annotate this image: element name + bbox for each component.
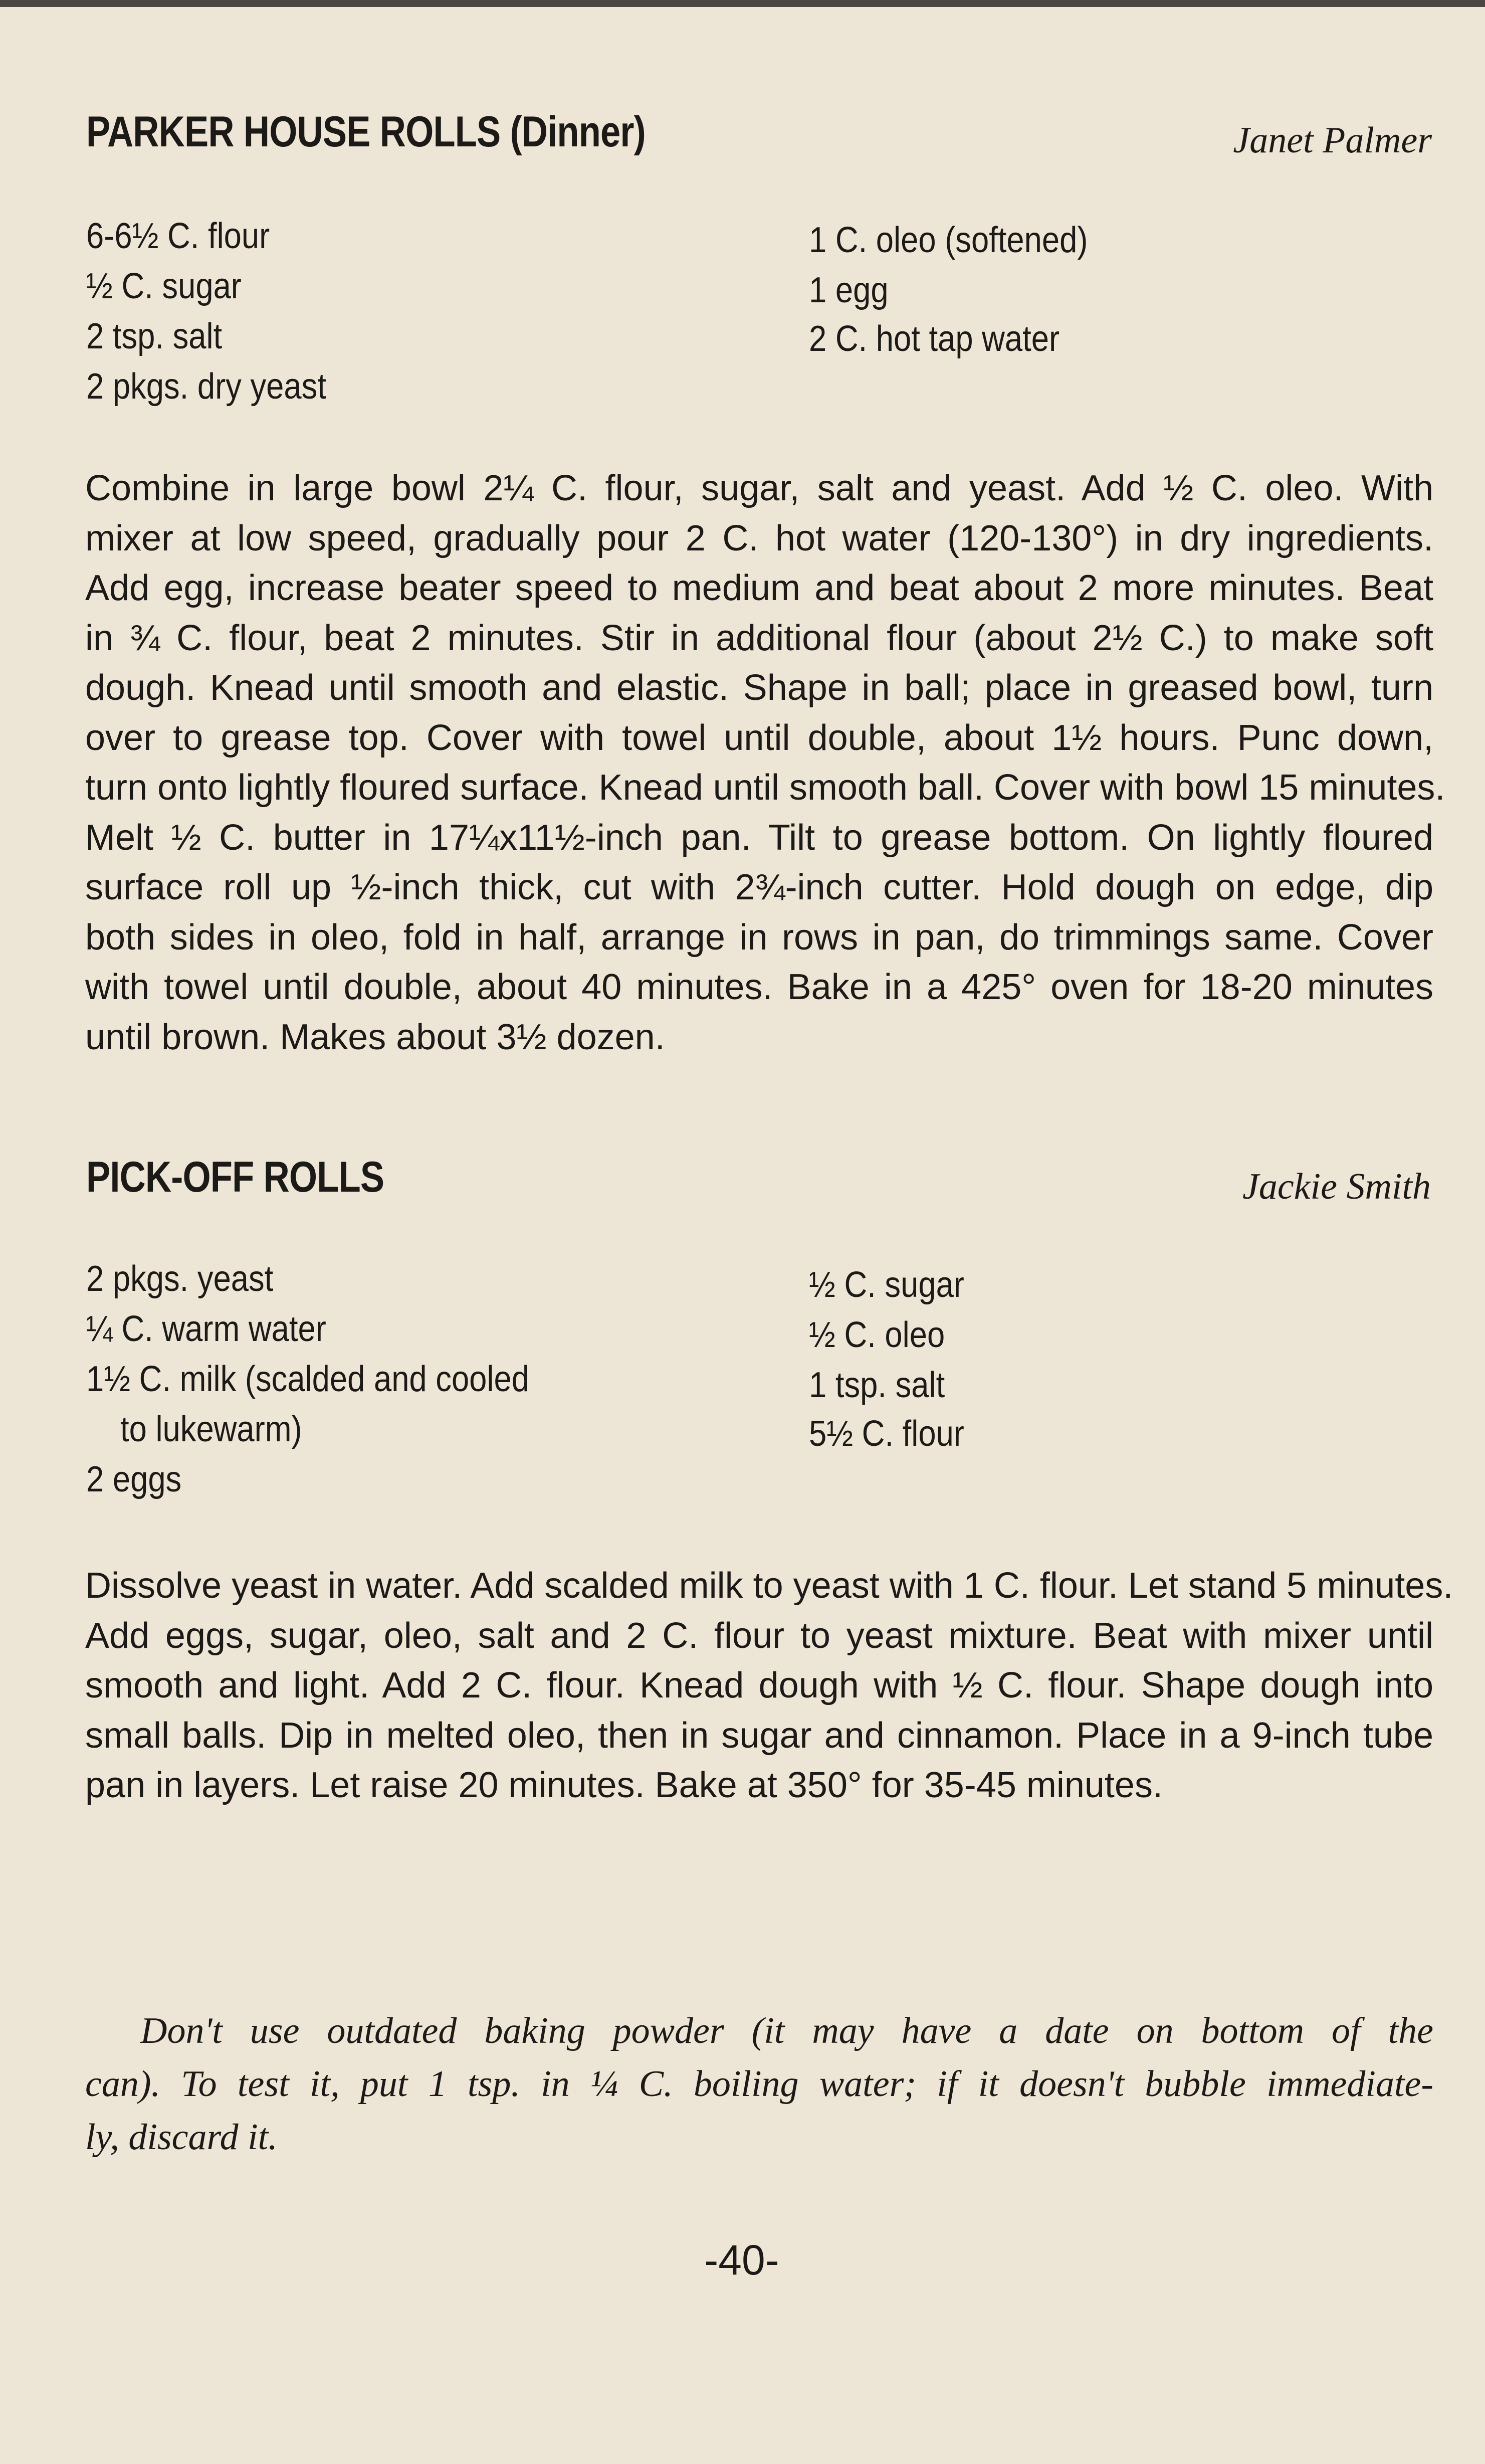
ingredient-item: 5½ C. flour: [809, 1414, 964, 1454]
instruction-line: dough. Knead until smooth and elastic. Shape in ball; place in greased bowl, turn: [85, 668, 1433, 708]
ingredient-item: 2 pkgs. yeast: [86, 1259, 274, 1299]
ingredient-item: 1 tsp. salt: [809, 1365, 945, 1405]
instruction-line: mixer at low speed, gradually pour 2 C. hot water (120-130°) in dry ingredients.: [85, 518, 1433, 558]
instruction-line: turn onto lightly floured surface. Knead until smooth ball. Cover with bowl 15 minutes.: [85, 768, 1445, 808]
instruction-line: Combine in large bowl 2¼ C. flour, sugar, salt and yeast. Add ½ C. oleo. With: [85, 468, 1433, 508]
ingredient-item: ½ C. sugar: [809, 1265, 964, 1305]
tip-line: Don't use outdated baking powder (it may have a date on bottom of the: [140, 2010, 1433, 2051]
ingredient-item: 2 pkgs. dry yeast: [86, 366, 326, 407]
tip-line: ly, discard it.: [85, 2117, 278, 2158]
recipe-instructions: [85, 1561, 1453, 1811]
recipe-author-jackie-smith: Jackie Smith: [1242, 1166, 1431, 1207]
ingredient-item: 1½ C. milk (scalded and cooled: [86, 1359, 529, 1399]
ingredient-item: ½ C. sugar: [86, 266, 242, 306]
recipe-title-pick-off-rolls: PICK-OFF ROLLS: [86, 1153, 384, 1201]
recipe-instructions: [85, 464, 1445, 1062]
ingredient-item: 6-6½ C. flour: [86, 216, 270, 256]
ingredient-item: to lukewarm): [120, 1409, 302, 1449]
instruction-line: Melt ½ C. butter in 17¼x11½-inch pan. Tilt to grease bottom. On lightly floured: [85, 817, 1433, 858]
baking-tip: [85, 2004, 1433, 2164]
instruction-line: in ¾ C. flour, beat 2 minutes. Stir in additional flour (about 2½ C.) to make soft: [85, 618, 1433, 658]
ingredient-item: ¼ C. warm water: [86, 1309, 326, 1349]
ingredient-item: 1 egg: [809, 270, 889, 310]
instruction-line: until brown. Makes about 3½ dozen.: [85, 1017, 665, 1057]
instruction-line: over to grease top. Cover with towel until double, about 1½ hours. Punc down,: [85, 717, 1433, 758]
ingredient-item: 2 C. hot tap water: [809, 319, 1060, 359]
top-edge-rule: [0, 0, 1485, 7]
instruction-line: small balls. Dip in melted oleo, then in sugar and cinnamon. Place in a 9-inch tube: [85, 1715, 1433, 1756]
instruction-line: Add eggs, sugar, oleo, salt and 2 C. flour to yeast mixture. Beat with mixer until: [85, 1615, 1433, 1656]
instruction-line: both sides in oleo, fold in half, arrange in rows in pan, do trimmings same. Cover: [85, 917, 1433, 958]
instruction-line: with towel until double, about 40 minutes. Bake in a 425° oven for 18-20 minutes: [85, 967, 1433, 1007]
instruction-line: Dissolve yeast in water. Add scalded milk to yeast with 1 C. flour. Let stand 5 minutes.: [85, 1566, 1453, 1606]
page-number: -40-: [704, 2236, 779, 2284]
instruction-line: Add egg, increase beater speed to medium and beat about 2 more minutes. Beat: [85, 568, 1433, 608]
ingredient-item: ½ C. oleo: [809, 1315, 945, 1355]
ingredient-item: 2 tsp. salt: [86, 316, 223, 356]
ingredient-item: 1 C. oleo (softened): [809, 220, 1088, 260]
recipe-title-parker-house-rolls: PARKER HOUSE ROLLS (Dinner): [86, 108, 646, 156]
tip-line: can). To test it, put 1 tsp. in ¼ C. boiling water; if it doesn't bubble immediate-: [85, 2063, 1433, 2105]
instruction-line: smooth and light. Add 2 C. flour. Knead dough with ½ C. flour. Shape dough into: [85, 1665, 1433, 1705]
ingredient-item: 2 eggs: [86, 1459, 182, 1499]
instruction-line: pan in layers. Let raise 20 minutes. Bake at 350° for 35-45 minutes.: [85, 1765, 1163, 1805]
recipe-author-janet-palmer: Janet Palmer: [1233, 120, 1432, 161]
instruction-line: surface roll up ½-inch thick, cut with 2¾-inch cutter. Hold dough on edge, dip: [85, 867, 1433, 907]
